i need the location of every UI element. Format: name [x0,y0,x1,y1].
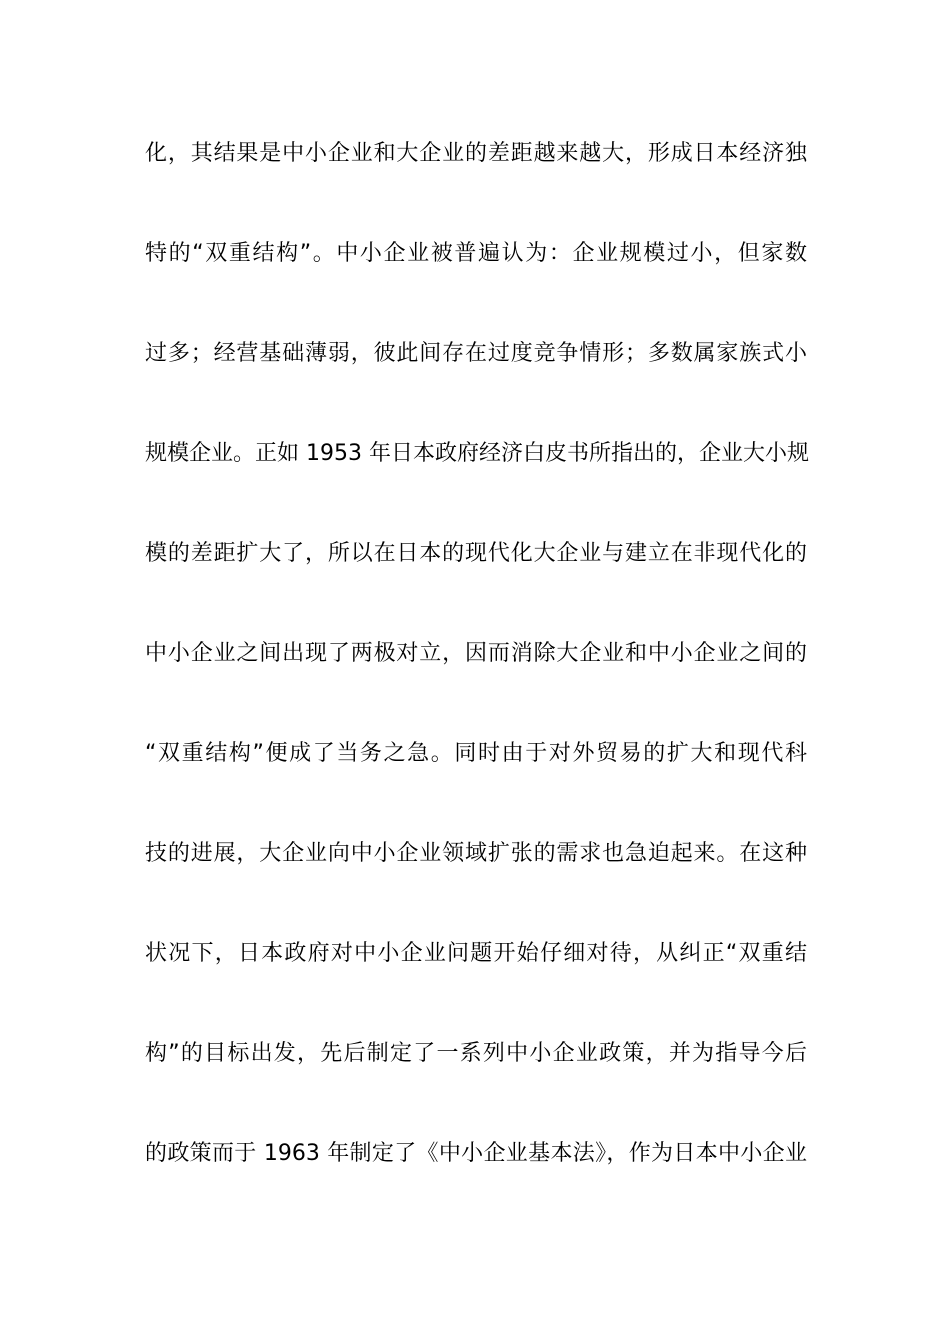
text-line: 特的“双重结构”。中小企业被普遍认为：企业规模过小，但家数 [145,241,807,266]
text-line: 构”的目标出发，先后制定了一系列中小企业政策，并为指导今后 [145,1041,807,1066]
text-line: 模的差距扩大了，所以在日本的现代化大企业与建立在非现代化的 [145,541,807,566]
text-line: 中小企业之间出现了两极对立，因而消除大企业和中小企业之间的 [145,641,807,666]
text-line: 状况下，日本政府对中小企业问题开始仔细对待，从纠正“双重结 [145,941,807,966]
text-line: 的政策而于 1963 年制定了《中小企业基本法》，作为日本中小企业 [145,1141,807,1166]
text-line: 化，其结果是中小企业和大企业的差距越来越大，形成日本经济独 [145,141,807,166]
text-line: 过多；经营基础薄弱，彼此间存在过度竞争情形；多数属家族式小 [145,341,807,366]
text-line: 规模企业。正如 1953 年日本政府经济白皮书所指出的，企业大小规 [145,441,809,466]
text-line: 技的进展，大企业向中小企业领域扩张的需求也急迫起来。在这种 [145,841,807,866]
text-line: “双重结构”便成了当务之急。同时由于对外贸易的扩大和现代科 [145,741,807,766]
